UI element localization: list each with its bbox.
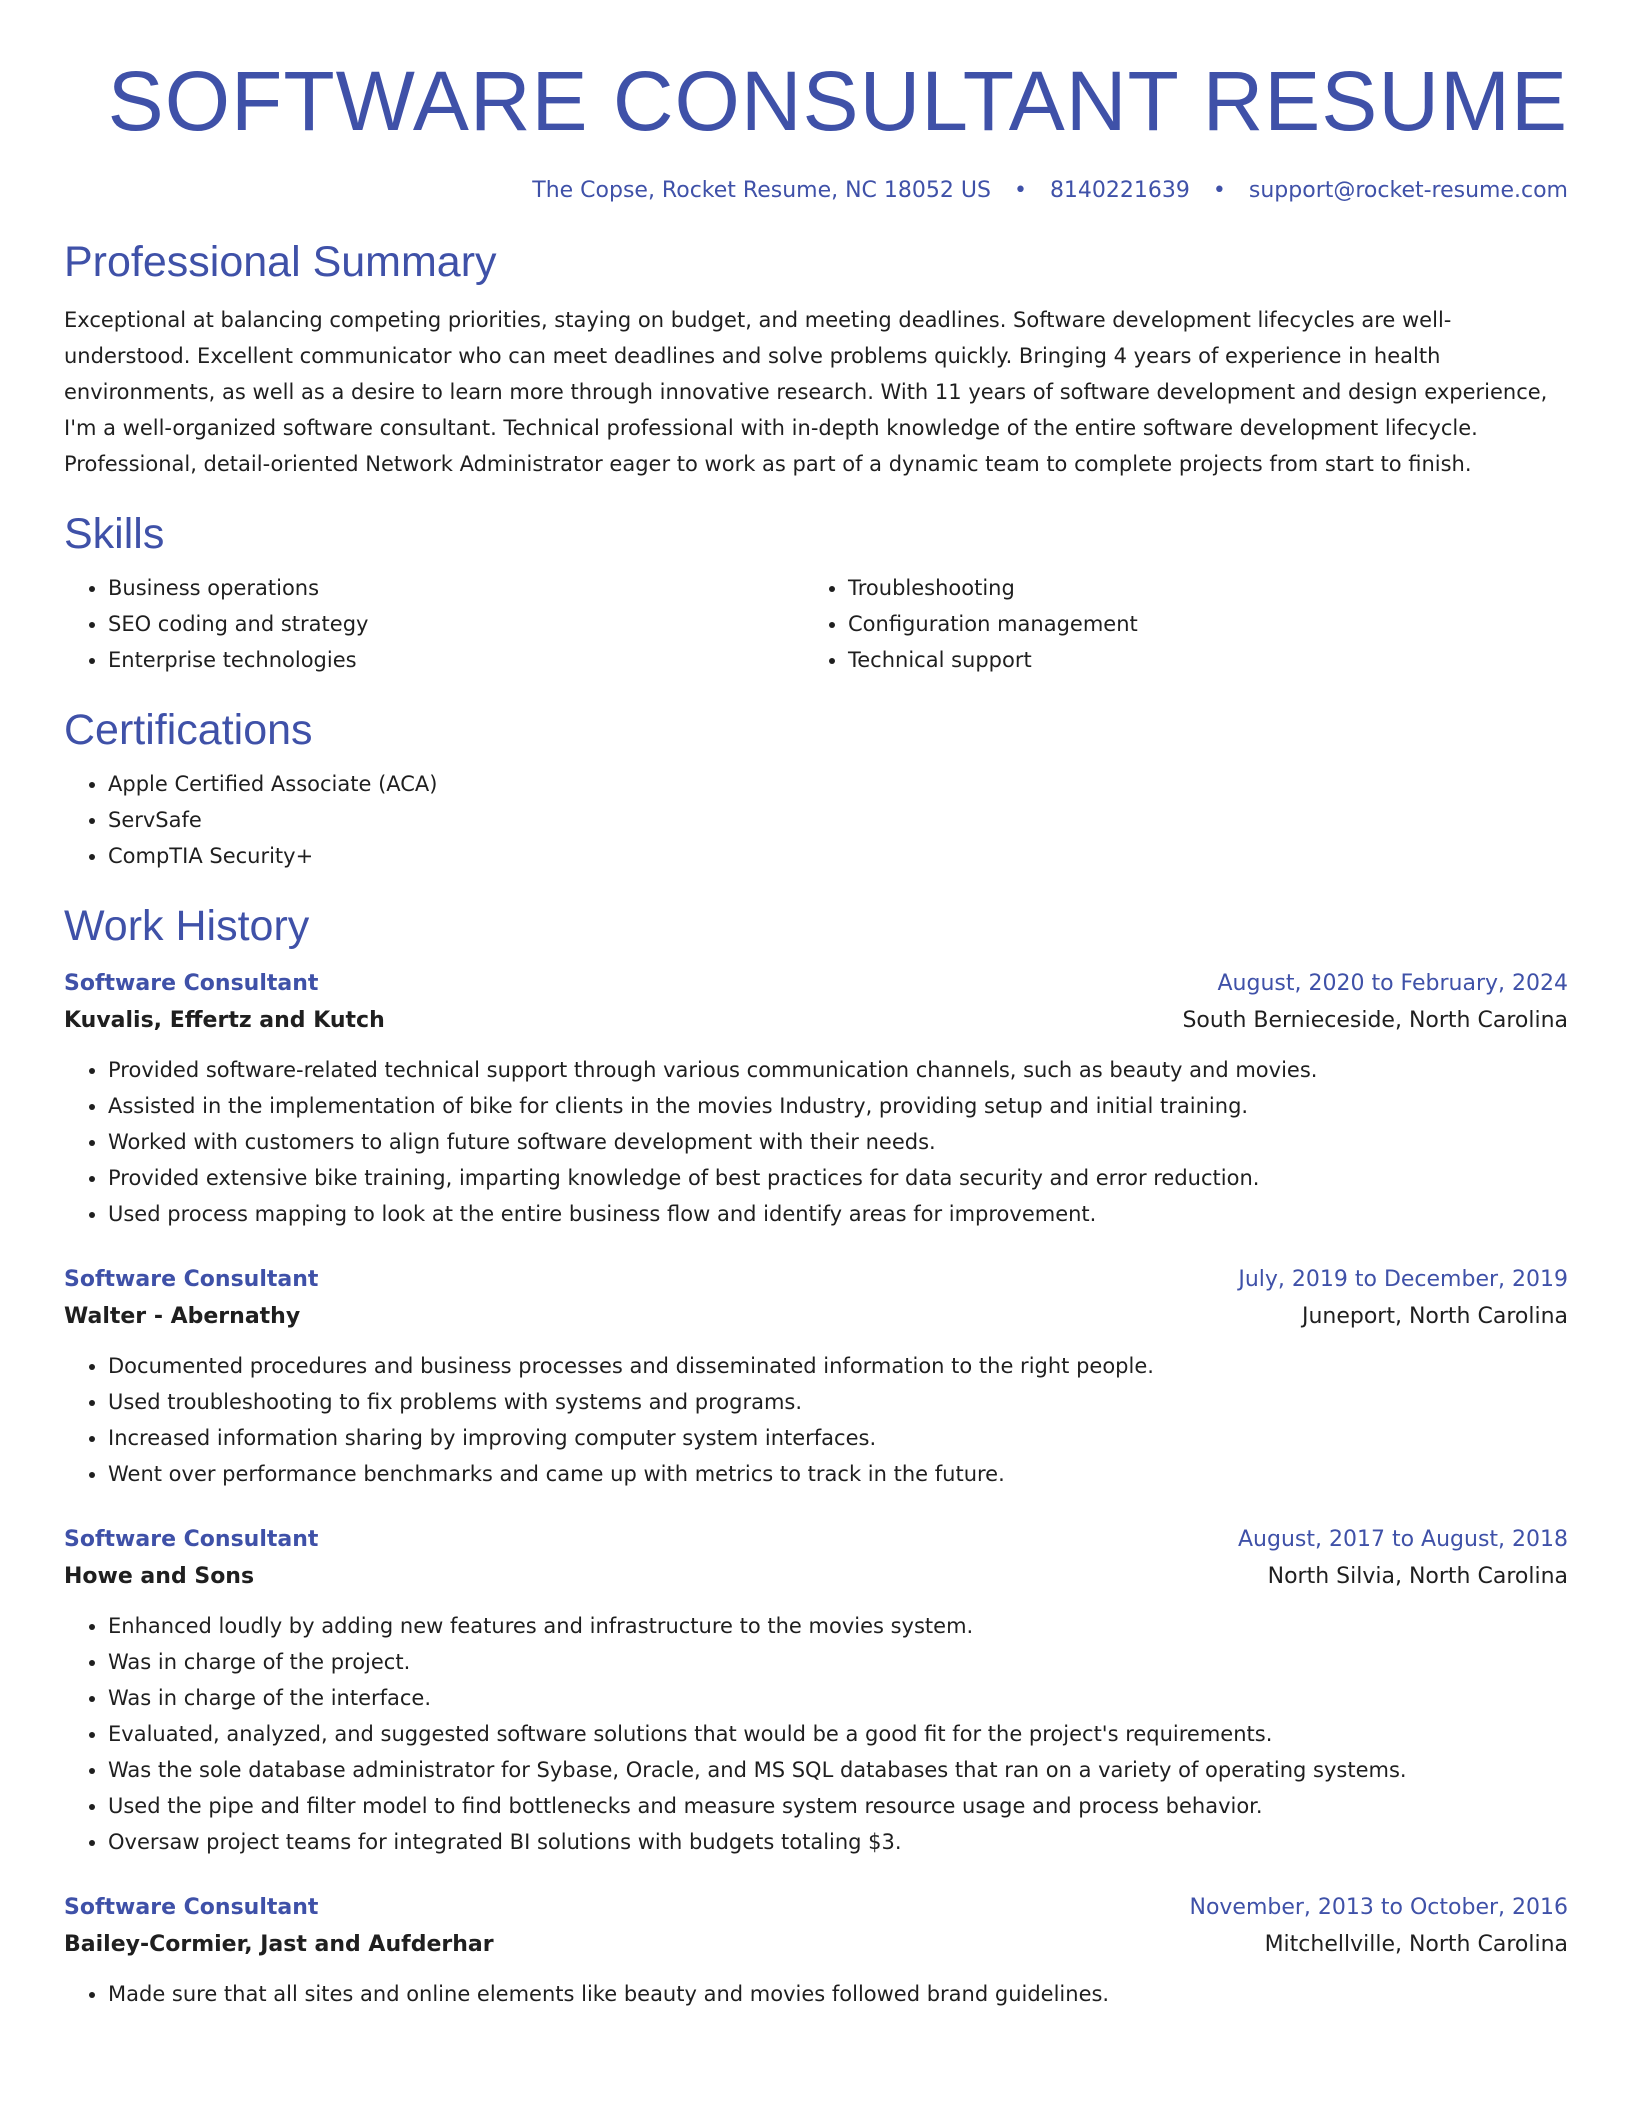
contact-separator: • — [1212, 178, 1226, 203]
skills-right-column — [804, 570, 1544, 678]
work-history-section — [64, 900, 1568, 2012]
job-bullet: • Documented procedures and business processes and disseminated information to the right people. — [108, 1348, 1568, 1384]
job-bullet: • Evaluated, analyzed, and suggested software solutions that would be a good fit for the project's requirements. — [108, 1716, 1568, 1752]
certification-item: • ServSafe — [108, 802, 1568, 838]
skill-item: • Enterprise technologies — [108, 642, 804, 678]
job-company: Kuvalis, Effertz and Kutch — [64, 1008, 385, 1033]
job-bullet: • Assisted in the implementation of bike for clients in the movies Industry, providing setup and initial training. — [108, 1088, 1568, 1124]
contact-phone: 8140221639 — [1049, 178, 1190, 203]
skill-item: • Business operations — [108, 570, 804, 606]
skill-item: • Troubleshooting — [848, 570, 1544, 606]
job-bullet: • Oversaw project teams for integrated BI solutions with budgets totaling $3. — [108, 1824, 1568, 1860]
contact-address: The Copse, Rocket Resume, NC 18052 US — [532, 178, 991, 203]
job-bullet: • Was the sole database administrator for Sybase, Oracle, and MS SQL databases that ran on a variety of operating systems. — [108, 1752, 1568, 1788]
contact-separator: • — [1013, 178, 1027, 203]
job-bullet: • Provided extensive bike training, imparting knowledge of best practices for data security and error reduction. — [108, 1160, 1568, 1196]
resume-title: SOFTWARE CONSULTANT RESUME — [107, 54, 1568, 148]
work-history-heading: Work History — [64, 902, 310, 950]
job-title: Software Consultant — [64, 1267, 319, 1292]
skill-item: • Technical support — [848, 642, 1544, 678]
skill-item: • Configuration management — [848, 606, 1544, 642]
certifications-section — [64, 704, 1568, 874]
job-bullet: • Used process mapping to look at the entire business flow and identify areas for improvement. — [108, 1196, 1568, 1232]
summary-heading: Professional Summary — [64, 238, 497, 286]
job-bullet: • Used the pipe and filter model to find bottlenecks and measure system resource usage and process behavior. — [108, 1788, 1568, 1824]
job-title: Software Consultant — [64, 971, 319, 996]
job-location: Juneport, North Carolina — [1301, 1304, 1568, 1329]
job-company: Walter - Abernathy — [64, 1304, 301, 1329]
contact-email: support@rocket-resume.com — [1248, 178, 1568, 203]
job-bullet: • Was in charge of the project. — [108, 1644, 1568, 1680]
job-bullet: • Increased information sharing by improving computer system interfaces. — [108, 1420, 1568, 1456]
job-bullet: • Made sure that all sites and online elements like beauty and movies followed brand guidelines. — [108, 1976, 1568, 2012]
certification-item: • Apple Certified Associate (ACA) — [108, 766, 1568, 802]
job-bullet: • Used troubleshooting to fix problems with systems and programs. — [108, 1384, 1568, 1420]
job-dates: November, 2013 to October, 2016 — [1189, 1895, 1568, 1920]
job-entry — [64, 1262, 1568, 1492]
job-entry — [64, 1890, 1568, 2012]
job-location: North Silvia, North Carolina — [1267, 1564, 1568, 1589]
job-bullet: • Was in charge of the interface. — [108, 1680, 1568, 1716]
job-title: Software Consultant — [64, 1895, 319, 1920]
skill-item: • SEO coding and strategy — [108, 606, 804, 642]
job-dates: August, 2020 to February, 2024 — [1217, 971, 1568, 996]
job-dates: July, 2019 to December, 2019 — [1238, 1267, 1568, 1292]
contact-line — [64, 176, 1568, 206]
job-company: Bailey-Cormier, Jast and Aufderhar — [64, 1932, 494, 1957]
job-dates: August, 2017 to August, 2018 — [1238, 1527, 1568, 1552]
certifications-heading: Certifications — [64, 706, 313, 754]
job-title: Software Consultant — [64, 1527, 319, 1552]
certification-item: • CompTIA Security+ — [108, 838, 1568, 874]
job-bullet: • Enhanced loudly by adding new features and infrastructure to the movies system. — [108, 1608, 1568, 1644]
job-bullet: • Worked with customers to align future software development with their needs. — [108, 1124, 1568, 1160]
summary-text: Exceptional at balancing competing priorities, staying on budget, and meeting deadlines. Software development lifecycles are well-understood. Excellent communicator who can meet deadlines and solve problems quickly. Bringing 4 years of experience in health environments, as well as a desire to learn more through innovative research. With 11 years of software development and design experience, I'm a well-organized software consultant. Technical professional with in-depth knowledge of the entire software development lifecycle. Professional, detail-oriented Network Administrator eager to work as part of a dynamic team to complete projects from start to finish. — [64, 308, 1548, 476]
job-bullet: • Provided software-related technical support through various communication channels, such as beauty and movies. — [108, 1052, 1568, 1088]
skills-left-column — [64, 570, 804, 678]
job-location: Mitchellville, North Carolina — [1264, 1932, 1568, 1957]
job-location: South Bernieceside, North Carolina — [1182, 1008, 1568, 1033]
skills-heading: Skills — [64, 510, 165, 558]
job-entry — [64, 1522, 1568, 1860]
job-bullet: • Went over performance benchmarks and came up with metrics to track in the future. — [108, 1456, 1568, 1492]
job-entry — [64, 966, 1568, 1232]
job-company: Howe and Sons — [64, 1564, 255, 1589]
skills-columns — [64, 570, 1568, 678]
skills-section — [64, 508, 1568, 678]
